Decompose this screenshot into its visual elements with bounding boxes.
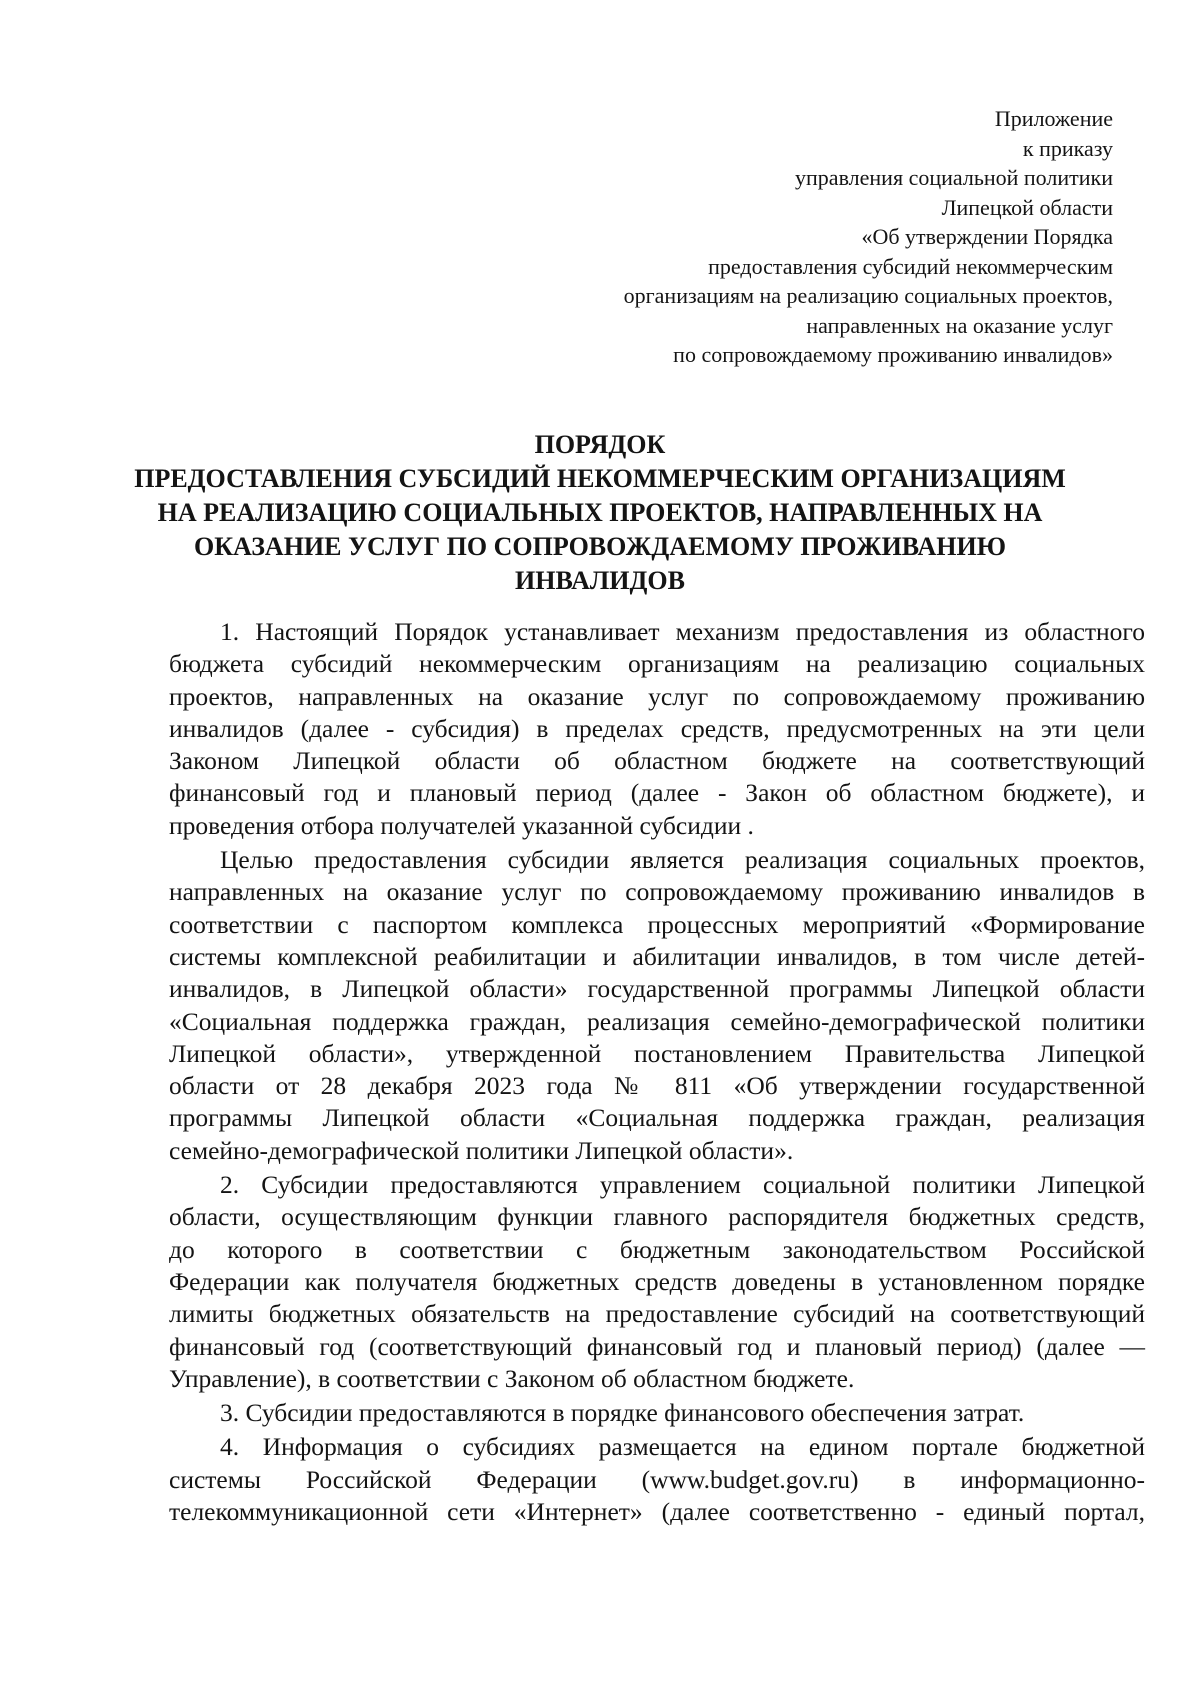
text-line: 1. Настоящий Порядок устанавливает механизм предоставления из областного: [220, 617, 1145, 646]
text-line: соответствии с паспортом комплекса процессных мероприятий «Формирование: [169, 909, 1145, 939]
text-line: телекоммуникационной сети «Интернет» (далее соответственно - единый портал,: [169, 1497, 1145, 1527]
text-line: 3. Субсидии предоставляются в порядке финансового обеспечения затрат.: [220, 1398, 1025, 1428]
text-line: области от 28 декабря 2023 года № 811 «Об утверждении государственной: [169, 1071, 1145, 1101]
appendix-header: [624, 104, 1113, 370]
text-line: до которого в соответствии с бюджетным законодательством Российской: [169, 1234, 1145, 1264]
text-line: финансовый год (соответствующий финансовый год и плановый период) (далее —: [169, 1331, 1145, 1361]
text-line: Законом Липецкой области об областном бюджете на соответствующий: [169, 746, 1145, 776]
appendix-line: управления социальной политики: [795, 165, 1113, 190]
text-line: инвалидов (далее - субсидия) в пределах средств, предусмотренных на эти цели: [169, 713, 1145, 743]
paragraph-4: [118, 1431, 1145, 1528]
text-line: Федерации как получателя бюджетных средств доведены в установленном порядке: [169, 1266, 1145, 1296]
title-line: ИНВАЛИДОВ: [515, 566, 685, 595]
paragraph-2: [118, 1169, 1145, 1395]
appendix-line: предоставления субсидий некоммерческим: [708, 253, 1113, 279]
appendix-line: Липецкой области: [941, 194, 1113, 220]
text-line: Целью предоставления субсидии является реализация социальных проектов,: [220, 845, 1145, 875]
appendix-line: по сопровождаемому проживанию инвалидов»: [673, 342, 1113, 367]
text-line: Липецкой области», утвержденной постановлением Правительства Липецкой: [169, 1038, 1145, 1068]
text-line: бюджета субсидий некоммерческим организациям на реализацию социальных: [169, 649, 1145, 679]
document-body: [118, 616, 1145, 1530]
title-line: ПРЕДОСТАВЛЕНИЯ СУБСИДИЙ НЕКОММЕРЧЕСКИМ ОРГАНИЗАЦИЯМ: [134, 464, 1066, 493]
text-line: инвалидов, в Липецкой области» государственной программы Липецкой области: [169, 974, 1145, 1004]
text-line: 2. Субсидии предоставляются управлением социальной политики Липецкой: [220, 1170, 1145, 1200]
appendix-line: к приказу: [1022, 135, 1113, 161]
text-line: лимиты бюджетных обязательств на предоставление субсидий на соответствующий: [169, 1299, 1145, 1329]
paragraph-3: [118, 1397, 1145, 1429]
text-line: Управление), в соответствии с Законом об областном бюджете.: [169, 1363, 855, 1393]
text-line: программы Липецкой области «Социальная поддержка граждан, реализация: [169, 1103, 1145, 1133]
title-line: НА РЕАЛИЗАЦИЮ СОЦИАЛЬНЫХ ПРОЕКТОВ, НАПРАВЛЕННЫХ НА: [157, 498, 1043, 527]
text-line: семейно-демографической политики Липецкой области».: [169, 1135, 794, 1165]
paragraph-purpose: [118, 844, 1145, 1167]
appendix-line: Приложение: [994, 106, 1113, 131]
title-line: ОКАЗАНИЕ УСЛУГ ПО СОПРОВОЖДАЕМОМУ ПРОЖИВАНИЮ: [193, 532, 1006, 561]
appendix-line: направленных на оказание услуг: [806, 312, 1113, 338]
appendix-line: организациям на реализацию социальных проектов,: [623, 283, 1113, 308]
paragraph-1: [118, 616, 1145, 842]
text-line: системы комплексной реабилитации и абилитации инвалидов, в том числе детей-: [169, 941, 1145, 971]
text-line: проектов, направленных на оказание услуг по сопровождаемому проживанию: [169, 681, 1145, 711]
appendix-line: «Об утверждении Порядка: [861, 224, 1113, 249]
text-line: финансовый год и плановый период (далее - Закон об областном бюджете), и: [169, 778, 1145, 808]
text-line: системы Российской Федерации (www.budget.gov.ru) в информационно-: [169, 1464, 1145, 1494]
title-line: ПОРЯДОК: [534, 430, 666, 459]
document-title: [95, 428, 1105, 598]
text-line: направленных на оказание услуг по сопровождаемому проживанию инвалидов в: [169, 877, 1145, 907]
text-line: «Социальная поддержка граждан, реализация семейно-демографической политики: [169, 1006, 1145, 1036]
text-line: 4. Информация о субсидиях размещается на едином портале бюджетной: [220, 1432, 1145, 1462]
text-line: области, осуществляющим функции главного распорядителя бюджетных средств,: [169, 1202, 1145, 1232]
text-line: проведения отбора получателей указанной субсидии .: [169, 810, 754, 840]
